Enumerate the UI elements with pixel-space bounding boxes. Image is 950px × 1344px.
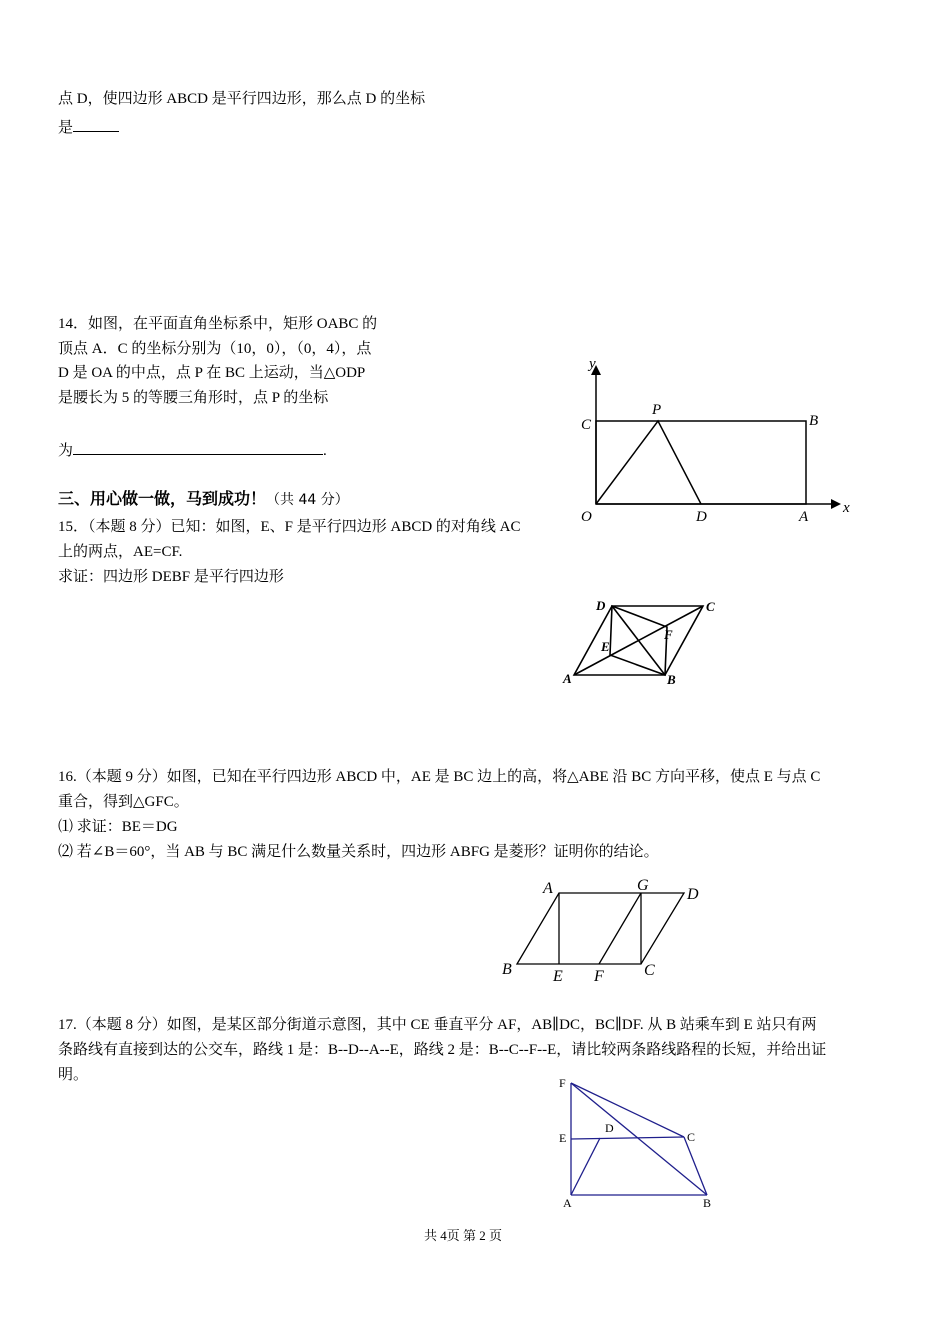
label-c: C [706,599,715,614]
q16-line4: ⑵ 若∠B＝60°，当 AB 与 BC 满足什么数量关系时，四边形 ABFG 是菱形？证明你的结论。 [58,844,659,860]
label-b: B [703,1196,712,1210]
parallelogram-abcd [517,893,684,964]
label-p: P [652,402,662,418]
label-d: D [596,598,606,613]
label-b: B [502,961,512,978]
q13-line2: 是 [58,117,119,138]
q16-figure [495,875,715,985]
label-d: D [605,1121,614,1135]
label-d: D [696,509,707,525]
label-f: F [559,1076,566,1090]
q16-line2: 重合，得到△GFC。 [58,794,189,810]
label-c: C [581,417,592,433]
q14-line2: 顶点 A．C 的坐标分别为（10，0），（0，4），点 [58,341,372,357]
q16-line3: ⑴ 求证：BE＝DG [58,819,178,835]
q14-line4: 是腰长为 5 的等腰三角形时，点 P 的坐标 [58,390,329,406]
q17-line1: 17.（本题 8 分）如图，是某区部分街道示意图，其中 CE 垂直平分 AF，AB∥DC，BC∥DF. 从 B 站乘车到 E 站只有两 [58,1017,817,1033]
label-a: A [543,880,553,897]
q15-line3: 求证：四边形 DEBF 是平行四边形 [58,569,284,585]
segment-ec [571,1137,684,1139]
q17-line3: 明。 [58,1067,89,1083]
label-c: C [687,1130,696,1144]
q15-figure [555,590,735,690]
q15-line2: 上的两点，AE=CF. [58,544,183,560]
q16-line1: 16.（本题 9 分）如图，已知在平行四边形 ABCD 中，AE 是 BC 边上的高，将△ABE 沿 BC 方向平移，使点 E 与点 C [58,769,821,785]
segment-fg [599,893,641,964]
answer-blank [73,440,323,455]
q15-line1: 15．（本题 8 分）已知：如图，E、F 是平行四边形 ABCD 的对角线 AC [58,519,521,535]
label-b: B [809,413,819,429]
answer-blank [73,117,119,132]
label-o: O [581,509,592,525]
label-a: A [563,1196,572,1210]
section-3-heading: 三、用心做一做，马到成功！（共 44 分） [58,489,349,508]
q17-figure [550,1070,730,1215]
label-f: F [664,627,673,642]
x-axis-arrow [831,499,841,509]
q13-line1: 点 D，使四边形 ABCD 是平行四边形，那么点 D 的坐标 [58,91,426,107]
label-f: F [594,968,604,985]
label-a: A [799,509,809,525]
label-e: E [553,968,563,985]
label-e: E [601,639,610,654]
triangle-odp [596,421,701,504]
label-e: E [559,1131,567,1145]
q14-line5: 为 . [58,440,327,461]
label-d: D [687,886,699,903]
label-g: G [637,877,649,894]
label-c: C [644,962,655,979]
page-footer: 共 4页 第 2 页 [424,1228,503,1243]
q14-line1: 14．如图，在平面直角坐标系中，矩形 OABC 的 [58,316,378,332]
label-y: y [589,356,596,372]
segment-ad [571,1138,600,1195]
label-b: B [667,672,676,687]
q14-line3: D 是 OA 的中点，点 P 在 BC 上运动，当△ODP [58,365,366,381]
q14-figure [560,350,860,530]
q17-line2: 条路线有直接到达的公交车，路线 1 是：B--D--A--E，路线 2 是：B--C--F--E，请比较两条路线路程的长短，并给出证 [58,1042,827,1058]
label-a: A [563,671,572,686]
label-x: x [843,500,850,516]
